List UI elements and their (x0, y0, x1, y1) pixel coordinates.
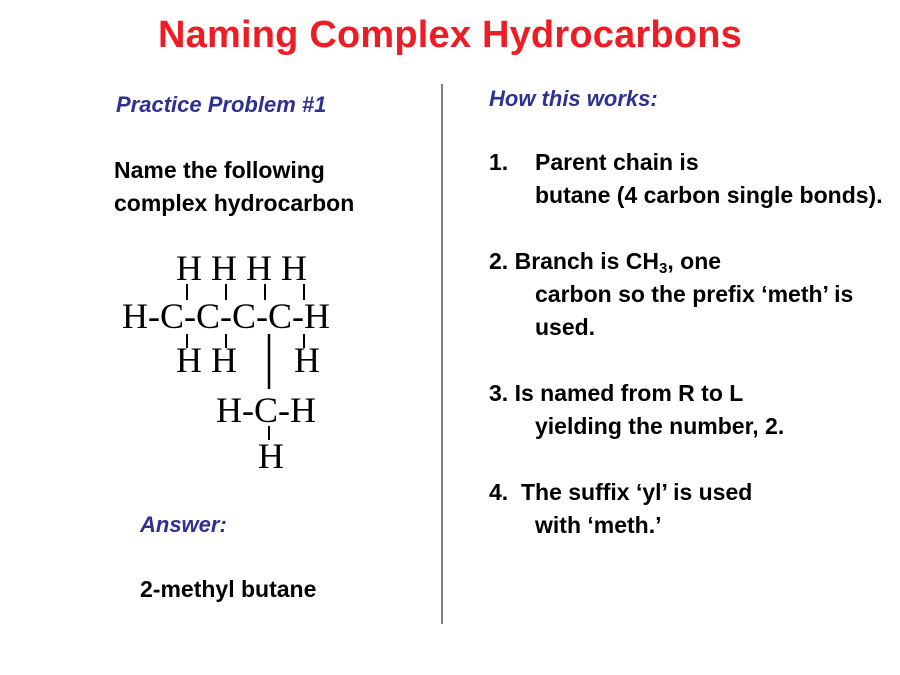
step-number: 4. (489, 479, 509, 505)
molecule-row-5: H (258, 436, 284, 476)
step-rest: carbon so the prefix ‘meth’ is used. (535, 281, 854, 340)
step-number: 1. (489, 149, 509, 175)
how-it-works-heading: How this works: (489, 86, 658, 111)
molecule-row-4: H-C-H (216, 390, 316, 430)
prompt-line-1: Name the following (114, 157, 325, 183)
step-rest: with ‘meth.’ (535, 512, 662, 538)
answer-text: 2-methyl butane (140, 576, 317, 602)
molecule-row-3-left: H H (176, 340, 237, 380)
slide-title: Naming Complex Hydrocarbons (158, 14, 742, 56)
problem-prompt (114, 154, 354, 220)
step-item-3 (489, 377, 889, 443)
step-subscript: 3 (659, 260, 668, 277)
step-rest: butane (4 carbon single bonds). (535, 182, 883, 208)
column-divider (441, 84, 443, 624)
step-lead: Branch is CH (514, 248, 660, 274)
step-lead: Parent chain is (535, 149, 699, 175)
steps-list (489, 146, 889, 575)
step-rest: yielding the number, 2. (535, 413, 785, 439)
step-lead: The suffix ‘yl’ is used (520, 479, 753, 505)
answer-label: Answer: (140, 512, 227, 537)
step-lead: Is named from R to L (514, 380, 744, 406)
step-number: 3. (489, 380, 509, 406)
practice-problem-label: Practice Problem #1 (116, 92, 327, 117)
step-item-1 (489, 146, 889, 212)
molecule-structure (118, 244, 378, 484)
molecule-row-2: H-C-C-C-C-H (122, 296, 330, 336)
step-lead-after: , one (667, 248, 722, 274)
step-item-4 (489, 476, 889, 542)
step-number: 2. (489, 248, 509, 274)
molecule-row-1: H H H H (176, 248, 307, 288)
prompt-line-2: complex hydrocarbon (114, 190, 355, 216)
molecule-row-3-right: H (294, 340, 320, 380)
step-item-2 (489, 245, 889, 344)
